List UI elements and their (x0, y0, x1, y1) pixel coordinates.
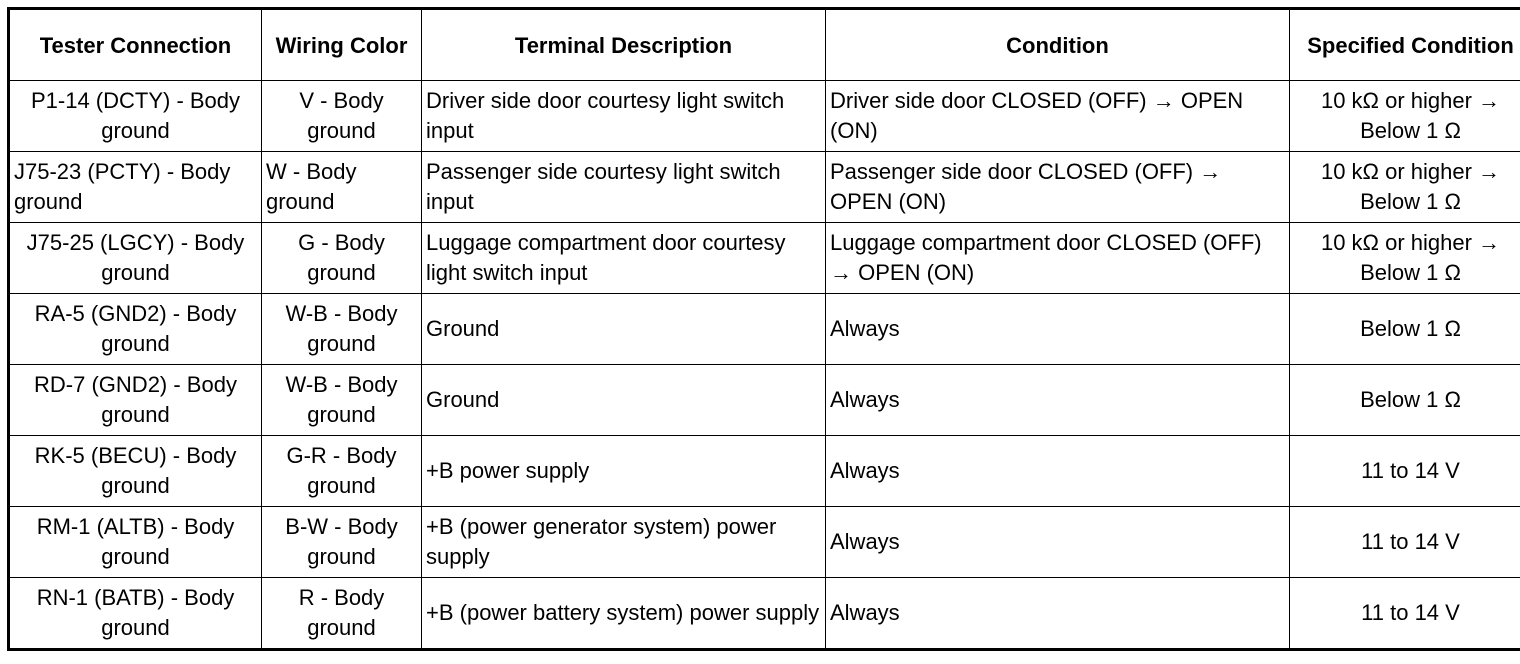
cell-wiring-color: W-B - Body ground (262, 294, 422, 365)
cell-terminal-description: Luggage compartment door courtesy light switch input (422, 223, 826, 294)
table-row (9, 365, 1520, 436)
cell-wiring-color: G - Body ground (262, 223, 422, 294)
cell-wiring-color: W - Body ground (262, 152, 422, 223)
cell-specified-condition: 11 to 14 V (1290, 578, 1520, 650)
cell-condition: Always (826, 365, 1290, 436)
cell-specified-condition: 11 to 14 V (1290, 436, 1520, 507)
cell-terminal-description: Ground (422, 294, 826, 365)
table-row (9, 152, 1520, 223)
cell-tester-connection: RK-5 (BECU) - Body ground (9, 436, 262, 507)
cell-tester-connection: RN-1 (BATB) - Body ground (9, 578, 262, 650)
cell-wiring-color: G-R - Body ground (262, 436, 422, 507)
cell-specified-condition: 10 kΩ or higher → Below 1 Ω (1290, 223, 1520, 294)
cell-condition: Always (826, 507, 1290, 578)
cell-wiring-color: W-B - Body ground (262, 365, 422, 436)
cell-condition: Always (826, 294, 1290, 365)
cell-terminal-description: Driver side door courtesy light switch input (422, 81, 826, 152)
header-tester-connection: Tester Connection (9, 9, 262, 81)
specification-table (7, 7, 1520, 651)
cell-wiring-color: R - Body ground (262, 578, 422, 650)
cell-condition: Driver side door CLOSED (OFF) → OPEN (ON) (826, 81, 1290, 152)
cell-specified-condition: 10 kΩ or higher → Below 1 Ω (1290, 152, 1520, 223)
cell-specified-condition: Below 1 Ω (1290, 294, 1520, 365)
header-row (9, 9, 1520, 81)
header-wiring-color: Wiring Color (262, 9, 422, 81)
cell-condition: Passenger side door CLOSED (OFF) → OPEN (ON) (826, 152, 1290, 223)
cell-tester-connection: J75-25 (LGCY) - Body ground (9, 223, 262, 294)
cell-terminal-description: Ground (422, 365, 826, 436)
cell-tester-connection: RM-1 (ALTB) - Body ground (9, 507, 262, 578)
header-specified-condition: Specified Condition (1290, 9, 1520, 81)
cell-wiring-color: V - Body ground (262, 81, 422, 152)
cell-terminal-description: +B power supply (422, 436, 826, 507)
cell-condition: Always (826, 578, 1290, 650)
cell-condition: Luggage compartment door CLOSED (OFF) → OPEN (ON) (826, 223, 1290, 294)
table-row (9, 436, 1520, 507)
header-condition: Condition (826, 9, 1290, 81)
cell-wiring-color: B-W - Body ground (262, 507, 422, 578)
table-row (9, 81, 1520, 152)
cell-specified-condition: 10 kΩ or higher → Below 1 Ω (1290, 81, 1520, 152)
table-body (9, 81, 1520, 650)
cell-terminal-description: +B (power battery system) power supply (422, 578, 826, 650)
table-row (9, 294, 1520, 365)
cell-tester-connection: RA-5 (GND2) - Body ground (9, 294, 262, 365)
cell-condition: Always (826, 436, 1290, 507)
cell-tester-connection: P1-14 (DCTY) - Body ground (9, 81, 262, 152)
table-header (9, 9, 1520, 81)
cell-terminal-description: +B (power generator system) power supply (422, 507, 826, 578)
cell-tester-connection: J75-23 (PCTY) - Body ground (9, 152, 262, 223)
cell-specified-condition: 11 to 14 V (1290, 507, 1520, 578)
cell-tester-connection: RD-7 (GND2) - Body ground (9, 365, 262, 436)
header-terminal-description: Terminal Description (422, 9, 826, 81)
table-row (9, 507, 1520, 578)
cell-specified-condition: Below 1 Ω (1290, 365, 1520, 436)
table-row (9, 223, 1520, 294)
table-row (9, 578, 1520, 650)
cell-terminal-description: Passenger side courtesy light switch input (422, 152, 826, 223)
